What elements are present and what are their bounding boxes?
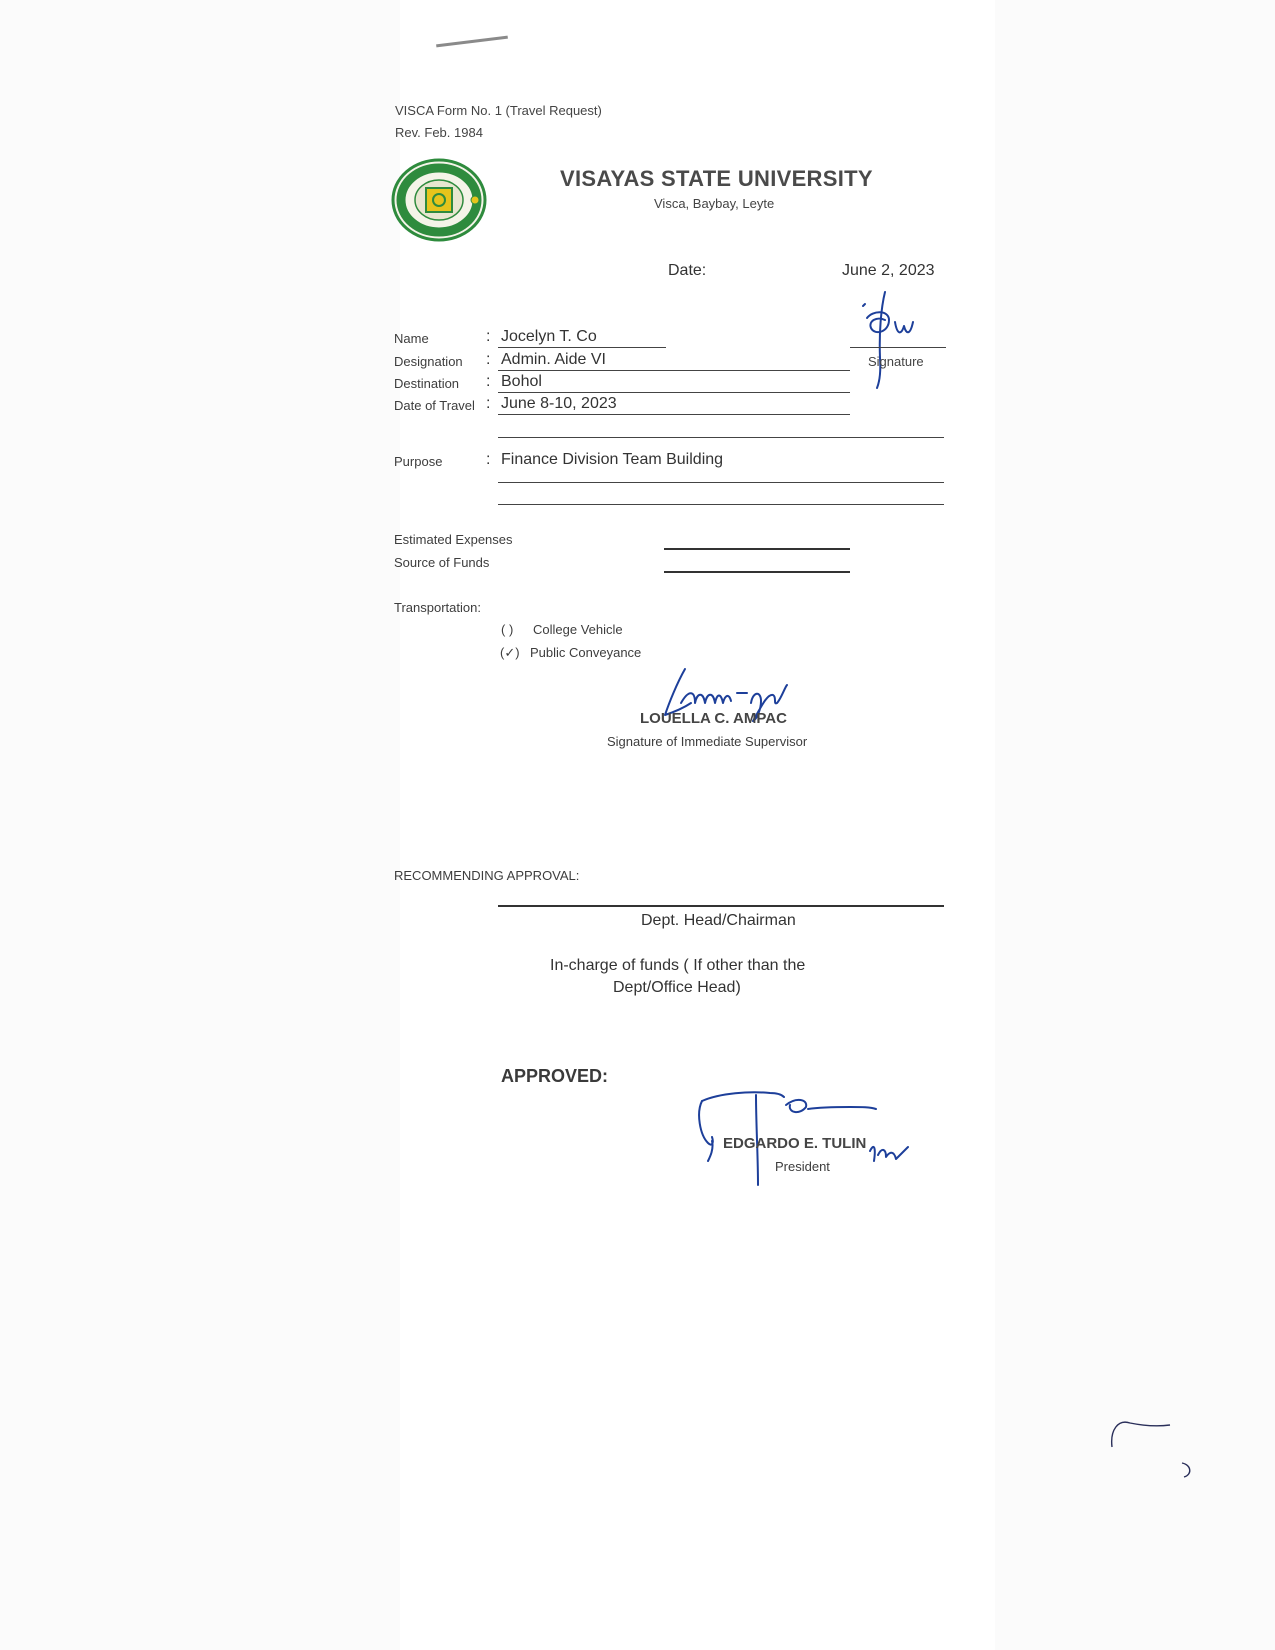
source-of-funds-line bbox=[664, 571, 850, 573]
estimated-expenses-line bbox=[664, 548, 850, 550]
funds-incharge-line1: In-charge of funds ( If other than the bbox=[550, 957, 806, 974]
destination-label: Destination bbox=[394, 376, 460, 391]
university-name: VISAYAS STATE UNIVERSITY bbox=[560, 166, 873, 191]
transportation-label: Transportation: bbox=[394, 600, 481, 615]
purpose-line-1 bbox=[498, 482, 944, 483]
dept-head-line bbox=[498, 905, 944, 907]
president-title: President bbox=[775, 1159, 830, 1174]
signature-line bbox=[850, 347, 946, 348]
president-name: EDGARDO E. TULIN bbox=[723, 1135, 867, 1152]
public-conveyance-checkbox: (✓) bbox=[500, 645, 520, 660]
form-revision: Rev. Feb. 1984 bbox=[395, 125, 483, 140]
university-address: Visca, Baybay, Leyte bbox=[654, 196, 775, 211]
recommending-approval-label: RECOMMENDING APPROVAL: bbox=[394, 868, 580, 883]
designation-colon: : bbox=[486, 351, 491, 368]
purpose-line-2 bbox=[498, 504, 944, 505]
destination-colon: : bbox=[486, 373, 491, 390]
college-vehicle-checkbox: ( ) bbox=[501, 622, 514, 637]
supervisor-caption: Signature of Immediate Supervisor bbox=[607, 734, 808, 749]
university-seal bbox=[391, 158, 487, 242]
approved-label: APPROVED: bbox=[501, 1066, 609, 1086]
purpose-label: Purpose bbox=[394, 454, 443, 469]
form-number: VISCA Form No. 1 (Travel Request) bbox=[395, 103, 602, 118]
public-conveyance-label: Public Conveyance bbox=[530, 645, 642, 660]
designation-label: Designation bbox=[394, 354, 463, 369]
dept-head-label: Dept. Head/Chairman bbox=[641, 912, 796, 929]
scan-mark-right bbox=[1100, 1405, 1195, 1485]
purpose-value: Finance Division Team Building bbox=[501, 451, 724, 468]
designation-line bbox=[498, 370, 850, 371]
purpose-colon: : bbox=[486, 451, 491, 468]
name-line bbox=[498, 347, 666, 348]
designation-value: Admin. Aide VI bbox=[501, 351, 606, 368]
supervisor-name: LOUELLA C. AMPAC bbox=[640, 710, 787, 727]
date-of-travel-colon: : bbox=[486, 395, 491, 412]
name-value: Jocelyn T. Co bbox=[501, 328, 597, 345]
blank-line bbox=[498, 437, 944, 438]
estimated-expenses-label: Estimated Expenses bbox=[394, 532, 513, 547]
source-of-funds-label: Source of Funds bbox=[394, 555, 490, 570]
name-label: Name bbox=[394, 331, 429, 346]
signature-label: Signature bbox=[868, 354, 924, 369]
funds-incharge-line2: Dept/Office Head) bbox=[613, 979, 741, 996]
college-vehicle-label: College Vehicle bbox=[533, 622, 623, 637]
date-of-travel-label: Date of Travel bbox=[394, 398, 475, 413]
date-of-travel-value: June 8-10, 2023 bbox=[501, 395, 617, 412]
destination-value: Bohol bbox=[501, 373, 542, 390]
date-value: June 2, 2023 bbox=[842, 262, 935, 279]
applicant-signature bbox=[855, 288, 925, 393]
date-of-travel-line bbox=[498, 414, 850, 415]
destination-line bbox=[498, 392, 850, 393]
form-page bbox=[400, 0, 995, 1650]
date-label: Date: bbox=[668, 262, 707, 279]
name-colon: : bbox=[486, 328, 491, 345]
